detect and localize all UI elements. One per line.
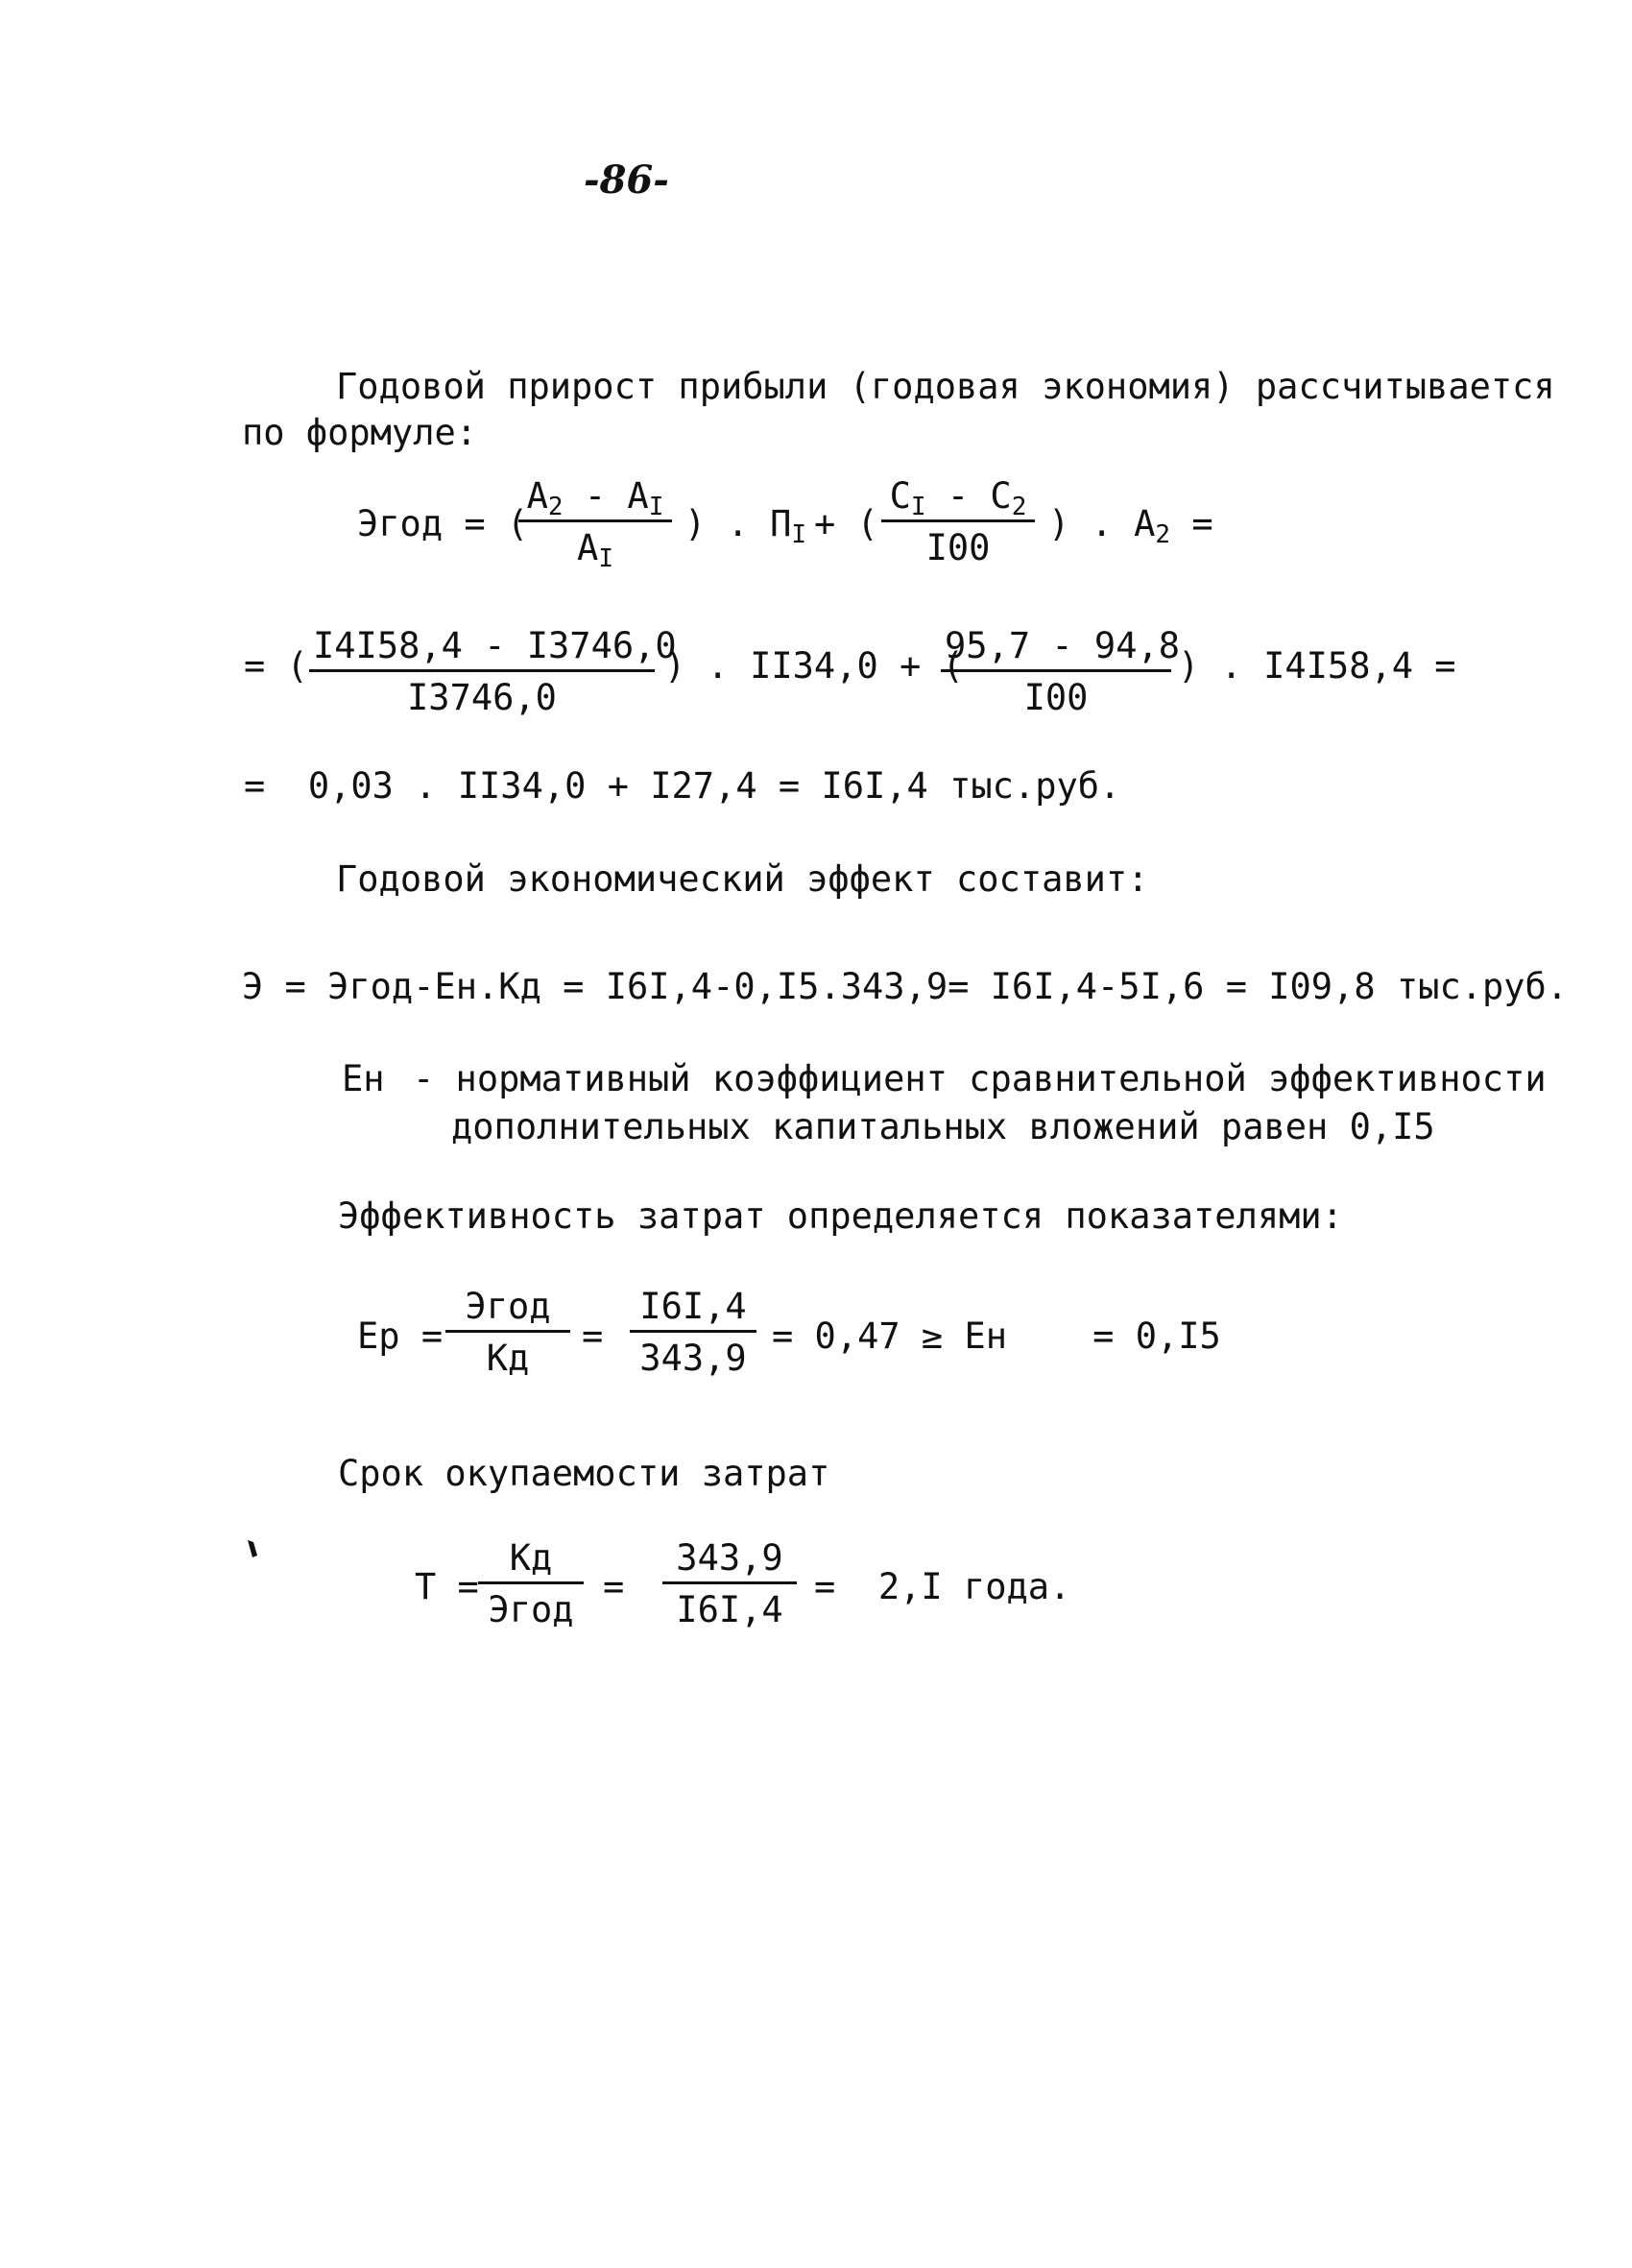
payback-fraction-b xyxy=(662,1537,797,1630)
efficiency-result: = 0,47 ≥ Ен = 0,I5 xyxy=(772,1315,1221,1357)
fraction-denominator: Эгод xyxy=(488,1589,574,1630)
efficiency-intro: Эффективность затрат определяется показателями: xyxy=(338,1195,1343,1237)
payback-eq: = xyxy=(603,1566,625,1607)
efficiency-fraction-a xyxy=(445,1286,570,1379)
fraction-numerator: 95,7 - 94,8 xyxy=(941,628,1171,672)
fraction-denominator: I00 xyxy=(1023,677,1089,718)
formula2-fraction-b xyxy=(941,625,1181,718)
payback-lhs: Т = xyxy=(415,1566,479,1607)
effect-formula: Э = Эгод-Ен.Кд = I6I,4-0,I5.343,9= I6I,4-5I,6 = I09,8 тыс.руб. xyxy=(242,966,1569,1007)
fraction-numerator: I4I58,4 - I3746,0 xyxy=(309,628,655,672)
fraction-denominator: $А_I$ xyxy=(577,527,613,573)
en-note-term: Ен xyxy=(342,1058,385,1099)
page-number: -86- xyxy=(584,157,669,203)
formula1-fraction-c xyxy=(881,475,1035,568)
payback-intro: Срок окупаемости затрат xyxy=(338,1453,830,1494)
efficiency-fraction-b xyxy=(630,1286,756,1379)
fraction-numerator: 343,9 xyxy=(662,1540,797,1584)
intro-line-1: Годовой прирост прибыли (годовая экономия) рассчитывается xyxy=(336,366,1555,407)
formula1-tail: ) . $А_2$ = xyxy=(1048,503,1213,549)
intro-line-2: по формуле: xyxy=(242,412,478,453)
fraction-denominator: I00 xyxy=(925,527,991,568)
formula1-mid2: + ( xyxy=(814,503,878,544)
fraction-denominator: Кд xyxy=(486,1338,530,1379)
payback-fraction-a xyxy=(478,1537,584,1630)
formula1-mid: ) . $П_I$ xyxy=(684,503,807,549)
fraction-numerator: I6I,4 xyxy=(630,1289,756,1333)
efficiency-eq: = xyxy=(582,1315,604,1357)
formula1-lhs: Эгод = ( xyxy=(357,503,529,544)
fraction-denominator: 343,9 xyxy=(639,1338,747,1379)
formula2-fraction-a xyxy=(309,625,677,718)
payback-result: = 2,I года. xyxy=(814,1566,1071,1607)
fraction-numerator: $С_I - С_2$ xyxy=(881,478,1035,522)
formula2-mid: ) . II34,0 + ( xyxy=(664,645,964,687)
en-note-line-1: - нормативный коэффициент сравнительной эффективности xyxy=(413,1058,1547,1099)
efficiency-lhs: Ер = xyxy=(357,1315,444,1357)
fraction-numerator: Кд xyxy=(478,1540,584,1584)
formula2-tail: ) . I4I58,4 = xyxy=(1178,645,1456,687)
fraction-denominator: I3746,0 xyxy=(407,677,557,718)
effect-intro: Годовой экономический эффект составит: xyxy=(336,858,1149,900)
stray-mark xyxy=(242,1536,265,1563)
formula2-lead: = ( xyxy=(244,645,308,687)
fraction-denominator: I6I,4 xyxy=(676,1589,783,1630)
fraction-numerator: $А_2 - А_I$ xyxy=(518,478,672,522)
formula1-fraction-a xyxy=(518,475,672,573)
en-note-line-2: дополнительных капитальных вложений равен 0,I5 xyxy=(451,1106,1435,1147)
fraction-numerator: Эгод xyxy=(445,1289,570,1333)
formula-result: = 0,03 . II34,0 + I27,4 = I6I,4 тыс.руб. xyxy=(244,765,1121,807)
